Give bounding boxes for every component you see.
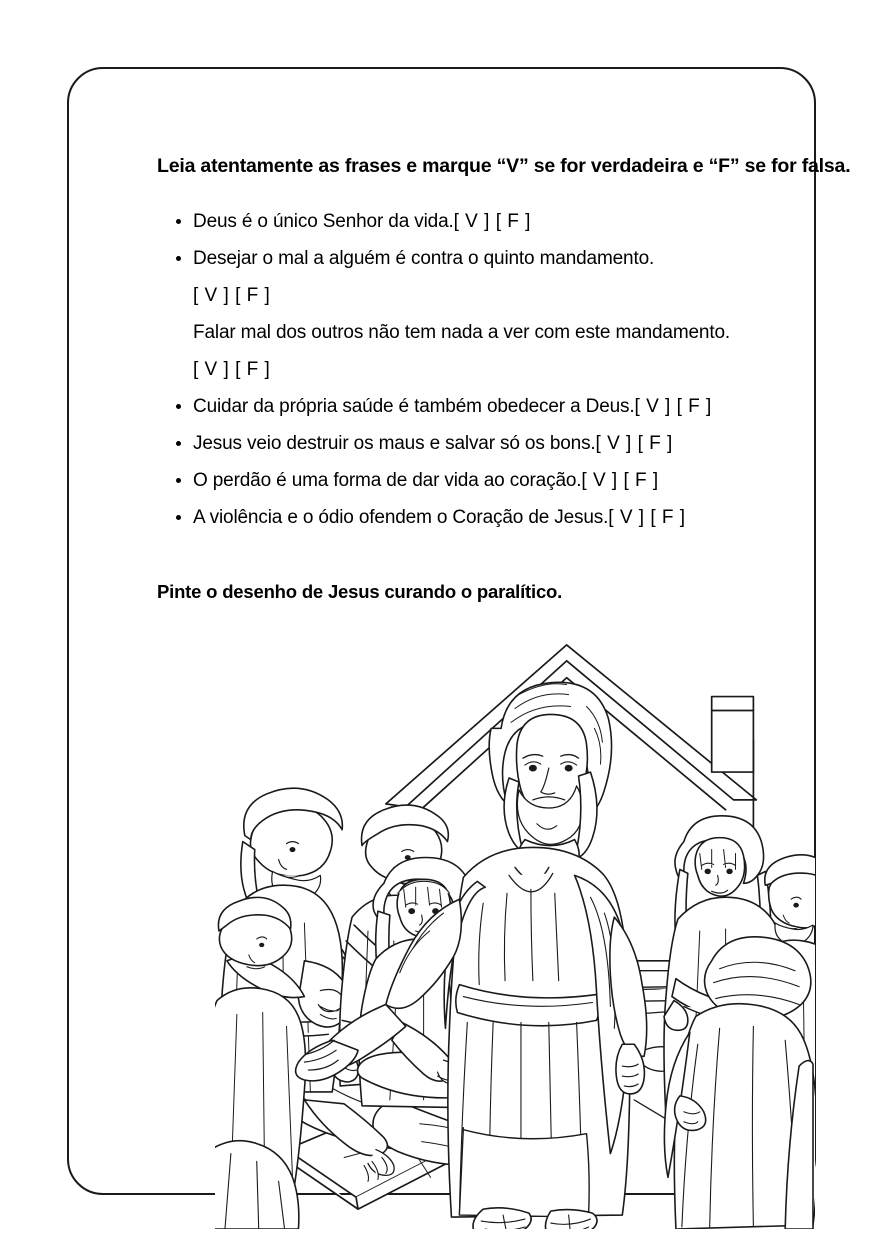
statement-text: Desejar o mal a alguém é contra o quinto mandamento. bbox=[193, 248, 655, 269]
statement-text: A violência e o ódio ofendem o Coração de Jesus. bbox=[193, 507, 609, 528]
vf-marker[interactable]: [ V ] [ F ] bbox=[595, 433, 673, 454]
vf-marker[interactable]: [ V ] [ F ] bbox=[608, 507, 686, 528]
vf-marker[interactable]: [ V ] [ F ] bbox=[634, 396, 712, 417]
worksheet-frame bbox=[67, 67, 851, 1195]
coloring-illustration bbox=[215, 633, 815, 1229]
statement-plain-line[interactable] bbox=[157, 314, 867, 351]
statement-list bbox=[157, 203, 867, 536]
worksheet-content bbox=[157, 153, 867, 1229]
statement-text: Deus é o único Senhor da vida. bbox=[193, 211, 454, 232]
list-item[interactable] bbox=[157, 240, 867, 277]
list-item[interactable] bbox=[157, 425, 867, 462]
vf-marker: [ V ] [ F ] bbox=[193, 359, 271, 380]
instruction-heading-1: Leia atentamente as frases e marque “V” se for verdadeira e “F” se for falsa. bbox=[157, 155, 851, 177]
vf-marker[interactable]: [ V ] [ F ] bbox=[453, 211, 531, 232]
vf-marker-line[interactable] bbox=[157, 351, 867, 388]
list-item[interactable] bbox=[157, 388, 867, 425]
statement-text: Falar mal dos outros não tem nada a ver com este mandamento. bbox=[193, 322, 730, 343]
instruction-heading-2: Pinte o desenho de Jesus curando o paralítico. bbox=[157, 581, 563, 602]
list-item[interactable] bbox=[157, 203, 867, 240]
statement-text: O perdão é uma forma de dar vida ao coração. bbox=[193, 470, 582, 491]
list-item[interactable] bbox=[157, 462, 867, 499]
true-false-question-block bbox=[157, 203, 867, 536]
paint-instruction-wrap bbox=[157, 579, 867, 605]
jesus-healing-paralytic-lineart bbox=[215, 633, 815, 1229]
list-item[interactable] bbox=[157, 499, 867, 536]
vf-marker: [ V ] [ F ] bbox=[193, 285, 271, 306]
vf-marker-line[interactable] bbox=[157, 277, 867, 314]
statement-text: Cuidar da própria saúde é também obedecer a Deus. bbox=[193, 396, 635, 417]
vf-marker[interactable]: [ V ] [ F ] bbox=[581, 470, 659, 491]
statement-text: Jesus veio destruir os maus e salvar só os bons. bbox=[193, 433, 596, 454]
